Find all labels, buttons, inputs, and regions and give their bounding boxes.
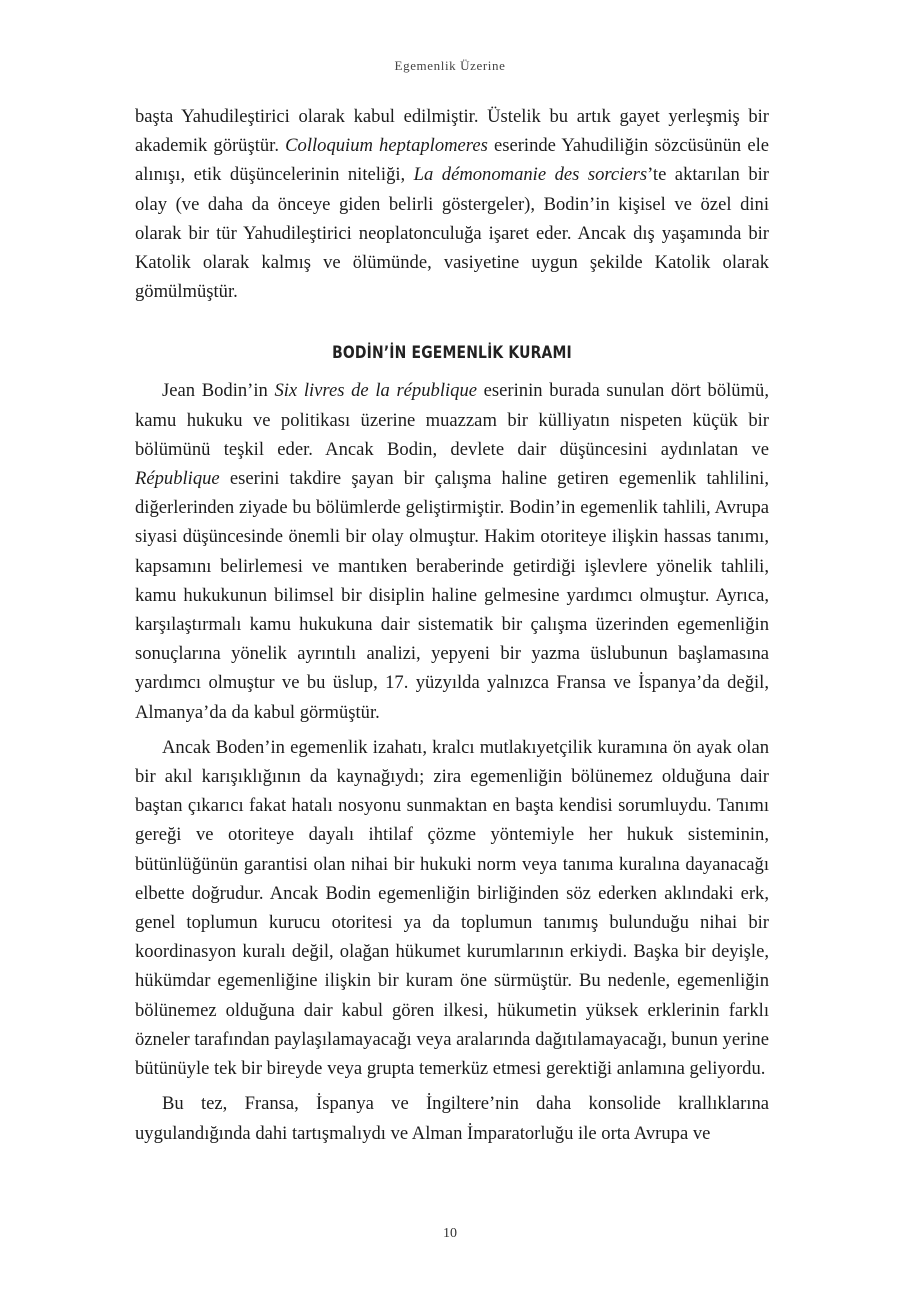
book-title-colloquium: Colloquium heptaplomeres: [285, 135, 488, 157]
paragraph-1-text-b: eserinde Yahudiliğin sözcüsünün ele alınışı, etik düşüncelerinin niteliği,: [135, 135, 770, 186]
paragraph-2-text-c: eserini takdire şayan bir çalışma haline getiren egemenlik tahlilini, diğerlerinden ziyade bu bölümlerde geliştirmiştir. Bodin’in egemenlik tahlili, Avrupa siyasi düşüncesinde önemli bir olay olmuştur. Hakim otoriteye ilişkin hassas tanımı, kapsamını belirlemesi ve mantıken beraberinde getirdiği işlevlere yönelik tahlili, kamu hukukunun bilimsel bir disiplin haline gelmesine yardımcı olmuştur. Ayrıca, karşılaştırmalı kamu hukukuna dair sistematik bir çalışma üzerinden egemenliğin sonuçlarına yönelik ayrıntılı analizi, yepyeni bir yazma üslubunun başlamasına yardımcı olmuştur ve bu üslup, 17. yüzyılda yalnızca Fransa ve İspanya’da değil, Almanya’da da kabul görmüştür.: [135, 468, 769, 723]
book-title-republique: République: [135, 468, 220, 490]
paragraph-2-text-a: Jean Bodin’in: [162, 380, 275, 402]
paragraph-4: Bu tez, Fransa, İspanya ve İngiltere’nin daha konsolide krallıklarına uygulandığında dahi tartışmalıydı ve Alman İmparatorluğu ile orta Avrupa ve: [135, 1093, 769, 1144]
page-number: 10: [443, 1226, 457, 1241]
paragraph-3: Ancak Boden’in egemenlik izahatı, kralcı mutlakıyetçilik kuramına ön ayak olan bir akıl karışıklığının da kaynağıydı; zira egemenliğin bölünemez olduğuna dair baştan çıkarıcı fakat hatalı nosyonu sunmaktan en başta kendisi sorumluydu. Tanımı gereği ve otoriteye dayalı ihtilaf çözme yöntemiyle her hukuk sisteminin, bütünlüğünün garantisi olan nihai bir hukuki norm veya tanıma kuralına dayanacağı elbette doğrudur. Ancak Bodin egemenliğin birliğinden söz ederken aklındaki erk, genel toplumun kurucu otoritesi ya da toplumun tanımış bulunduğu nihai bir koordinasyon kuralı değil, olağan hükumet kurumlarının erkiydi. Başka bir deyişle, hükümdar egemenliğine ilişkin bir kuram öne sürmüştür. Bu nedenle, egemenliğin bölünemez olduğuna dair kabul gören ilkesi, hükumetin yüksek erklerinin farklı özneler tarafından paylaşılamayacağı veya aralarında dağıtılamayacağı, bunun yerine bütünüyle tek bir bireyde veya grupta temerküz etmesi gerektiği anlamına geliyordu.: [135, 736, 769, 1080]
paragraph-1-text-c: ’te aktarılan bir olay (ve daha da önceye giden belirli göstergeler), Bodin’in kişisel ve özel dini olarak bir tür Yahudileştirici neoplatonculuğa işaret eder. Ancak dış yaşamında bir Katolik olarak kalmış ve ölümünde, vasiyetine uygun şekilde Katolik olarak gömülmüştür.: [135, 164, 769, 303]
section-heading: BODİN’İN EGEMENLİK KURAMI: [332, 343, 572, 364]
paragraph-2: [135, 376, 769, 726]
book-title-six-livres: Six livres de la république: [274, 380, 478, 402]
body-text: [135, 102, 769, 1148]
running-head: Egemenlik Üzerine: [394, 58, 506, 73]
book-title-demonomanie: La démonomanie des sorciers: [413, 164, 648, 186]
paragraph-1: [135, 102, 769, 306]
paragraph-2-text-b: eserinin burada sunulan dört bölümü, kamu hukuku ve politikası üzerine muazzam bir külliyatın nispeten küçük bir bölümünü teşkil eder. Ancak Bodin, devlete dair düşüncesini aydınlatan ve: [135, 380, 770, 460]
paragraph-1-text-a: başta Yahudileştirici olarak kabul edilmiştir. Üstelik bu artık gayet yerleşmiş bir akademik görüştür.: [135, 106, 769, 157]
